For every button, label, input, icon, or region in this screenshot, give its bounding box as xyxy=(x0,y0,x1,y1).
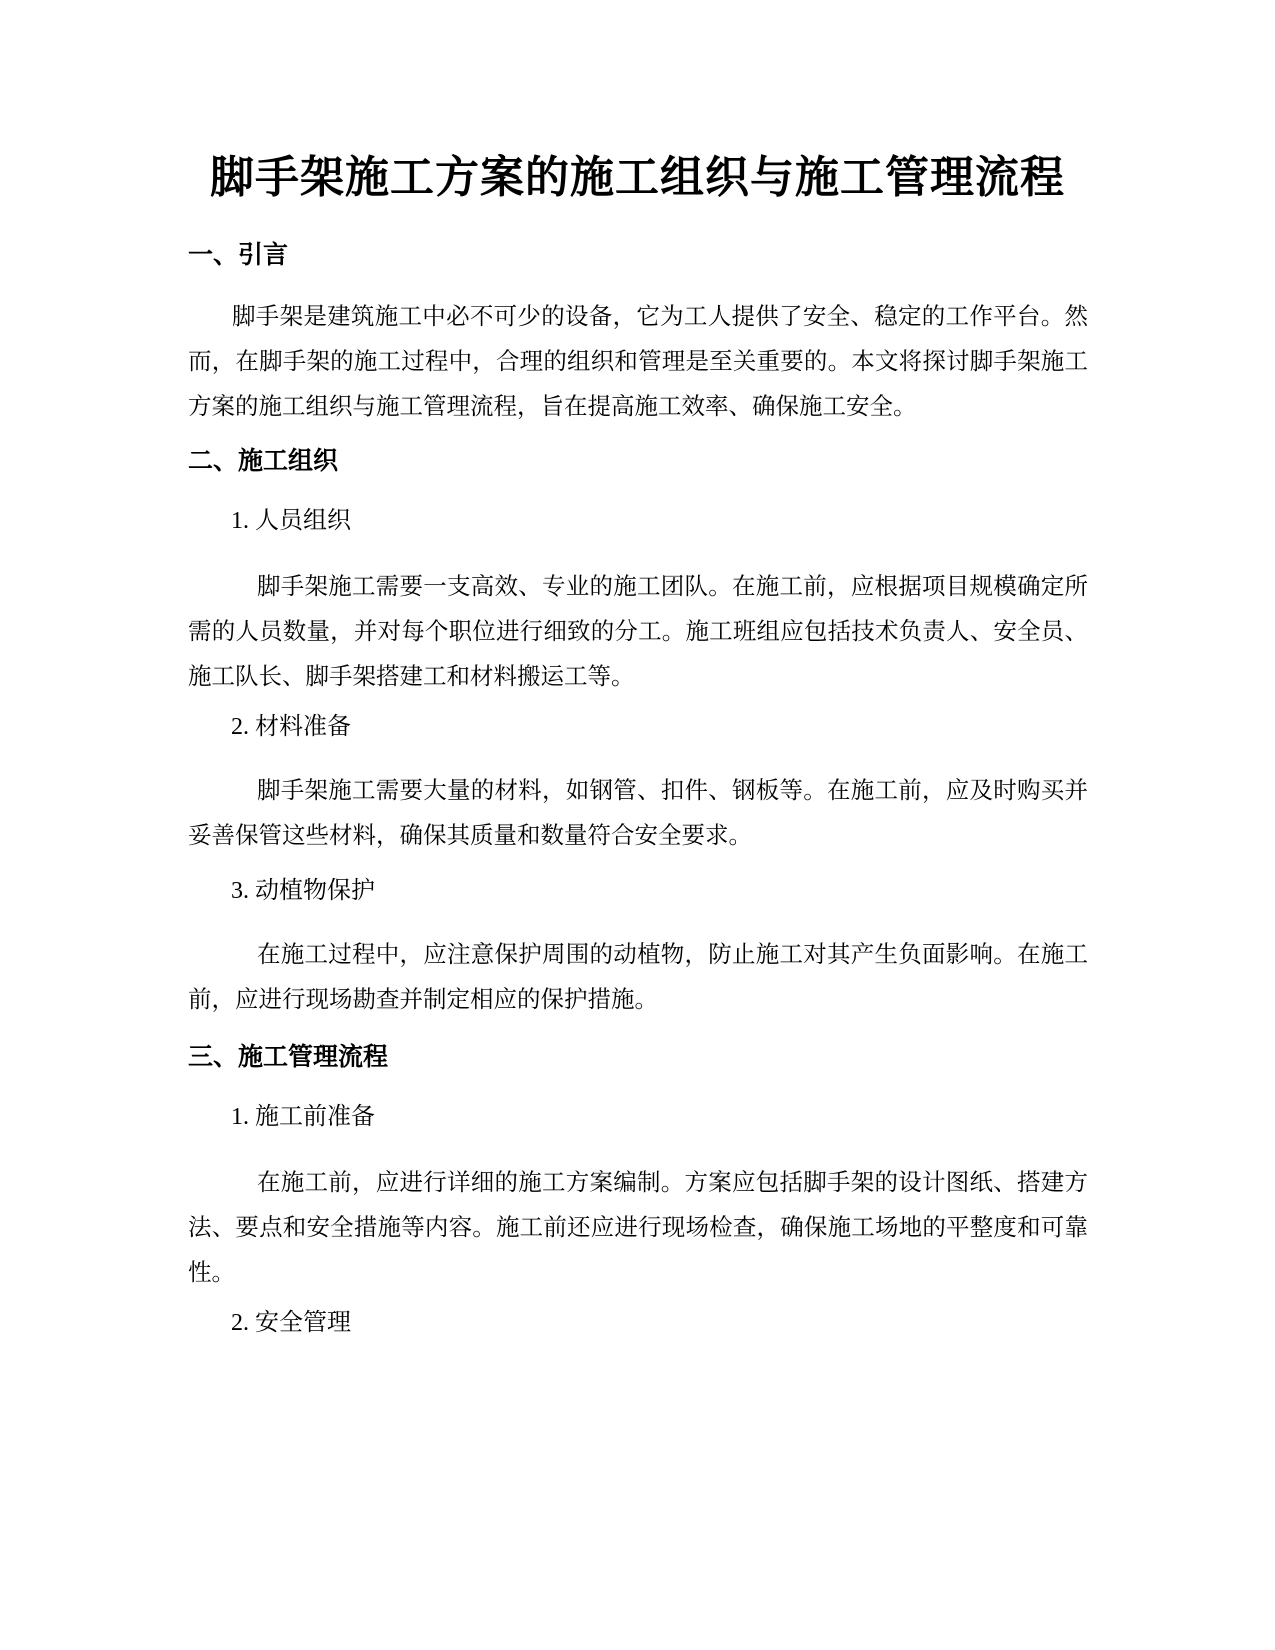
preparation-paragraph: 在施工前，应进行详细的施工方案编制。方案应包括脚手架的设计图纸、搭建方法、要点和安全措施等内容。施工前还应进行现场检查，确保施工场地的平整度和可靠性。 xyxy=(188,1168,1088,1286)
section-heading-introduction: 一、引言 xyxy=(188,240,289,269)
subheading-safety-management: 2. 安全管理 xyxy=(231,1310,351,1336)
subheading-preparation: 1. 施工前准备 xyxy=(231,1104,375,1130)
subheading-wildlife-protection: 3. 动植物保护 xyxy=(231,878,375,904)
introduction-paragraph: 脚手架是建筑施工中必不可少的设备，它为工人提供了安全、稳定的工作平台。然而，在脚手架的施工过程中，合理的组织和管理是至关重要的。本文将探讨脚手架施工方案的施工组织与施工管理流程，旨在提高施工效率、确保施工安全。 xyxy=(188,302,1088,420)
subheading-personnel: 1. 人员组织 xyxy=(231,508,351,534)
subheading-materials: 2. 材料准备 xyxy=(231,714,351,740)
personnel-paragraph: 脚手架施工需要一支高效、专业的施工团队。在施工前，应根据项目规模确定所需的人员数量，并对每个职位进行细致的分工。施工班组应包括技术负责人、安全员、施工队长、脚手架搭建工和材料搬运工等。 xyxy=(188,572,1088,690)
section-heading-management: 三、施工管理流程 xyxy=(188,1042,389,1071)
wildlife-protection-paragraph: 在施工过程中，应注意保护周围的动植物，防止施工对其产生负面影响。在施工前，应进行现场勘查并制定相应的保护措施。 xyxy=(188,940,1088,1013)
document-title: 脚手架施工方案的施工组织与施工管理流程 xyxy=(210,152,1065,203)
section-heading-organization: 二、施工组织 xyxy=(188,446,339,475)
materials-paragraph: 脚手架施工需要大量的材料，如钢管、扣件、钢板等。在施工前，应及时购买并妥善保管这些材料，确保其质量和数量符合安全要求。 xyxy=(188,776,1088,849)
